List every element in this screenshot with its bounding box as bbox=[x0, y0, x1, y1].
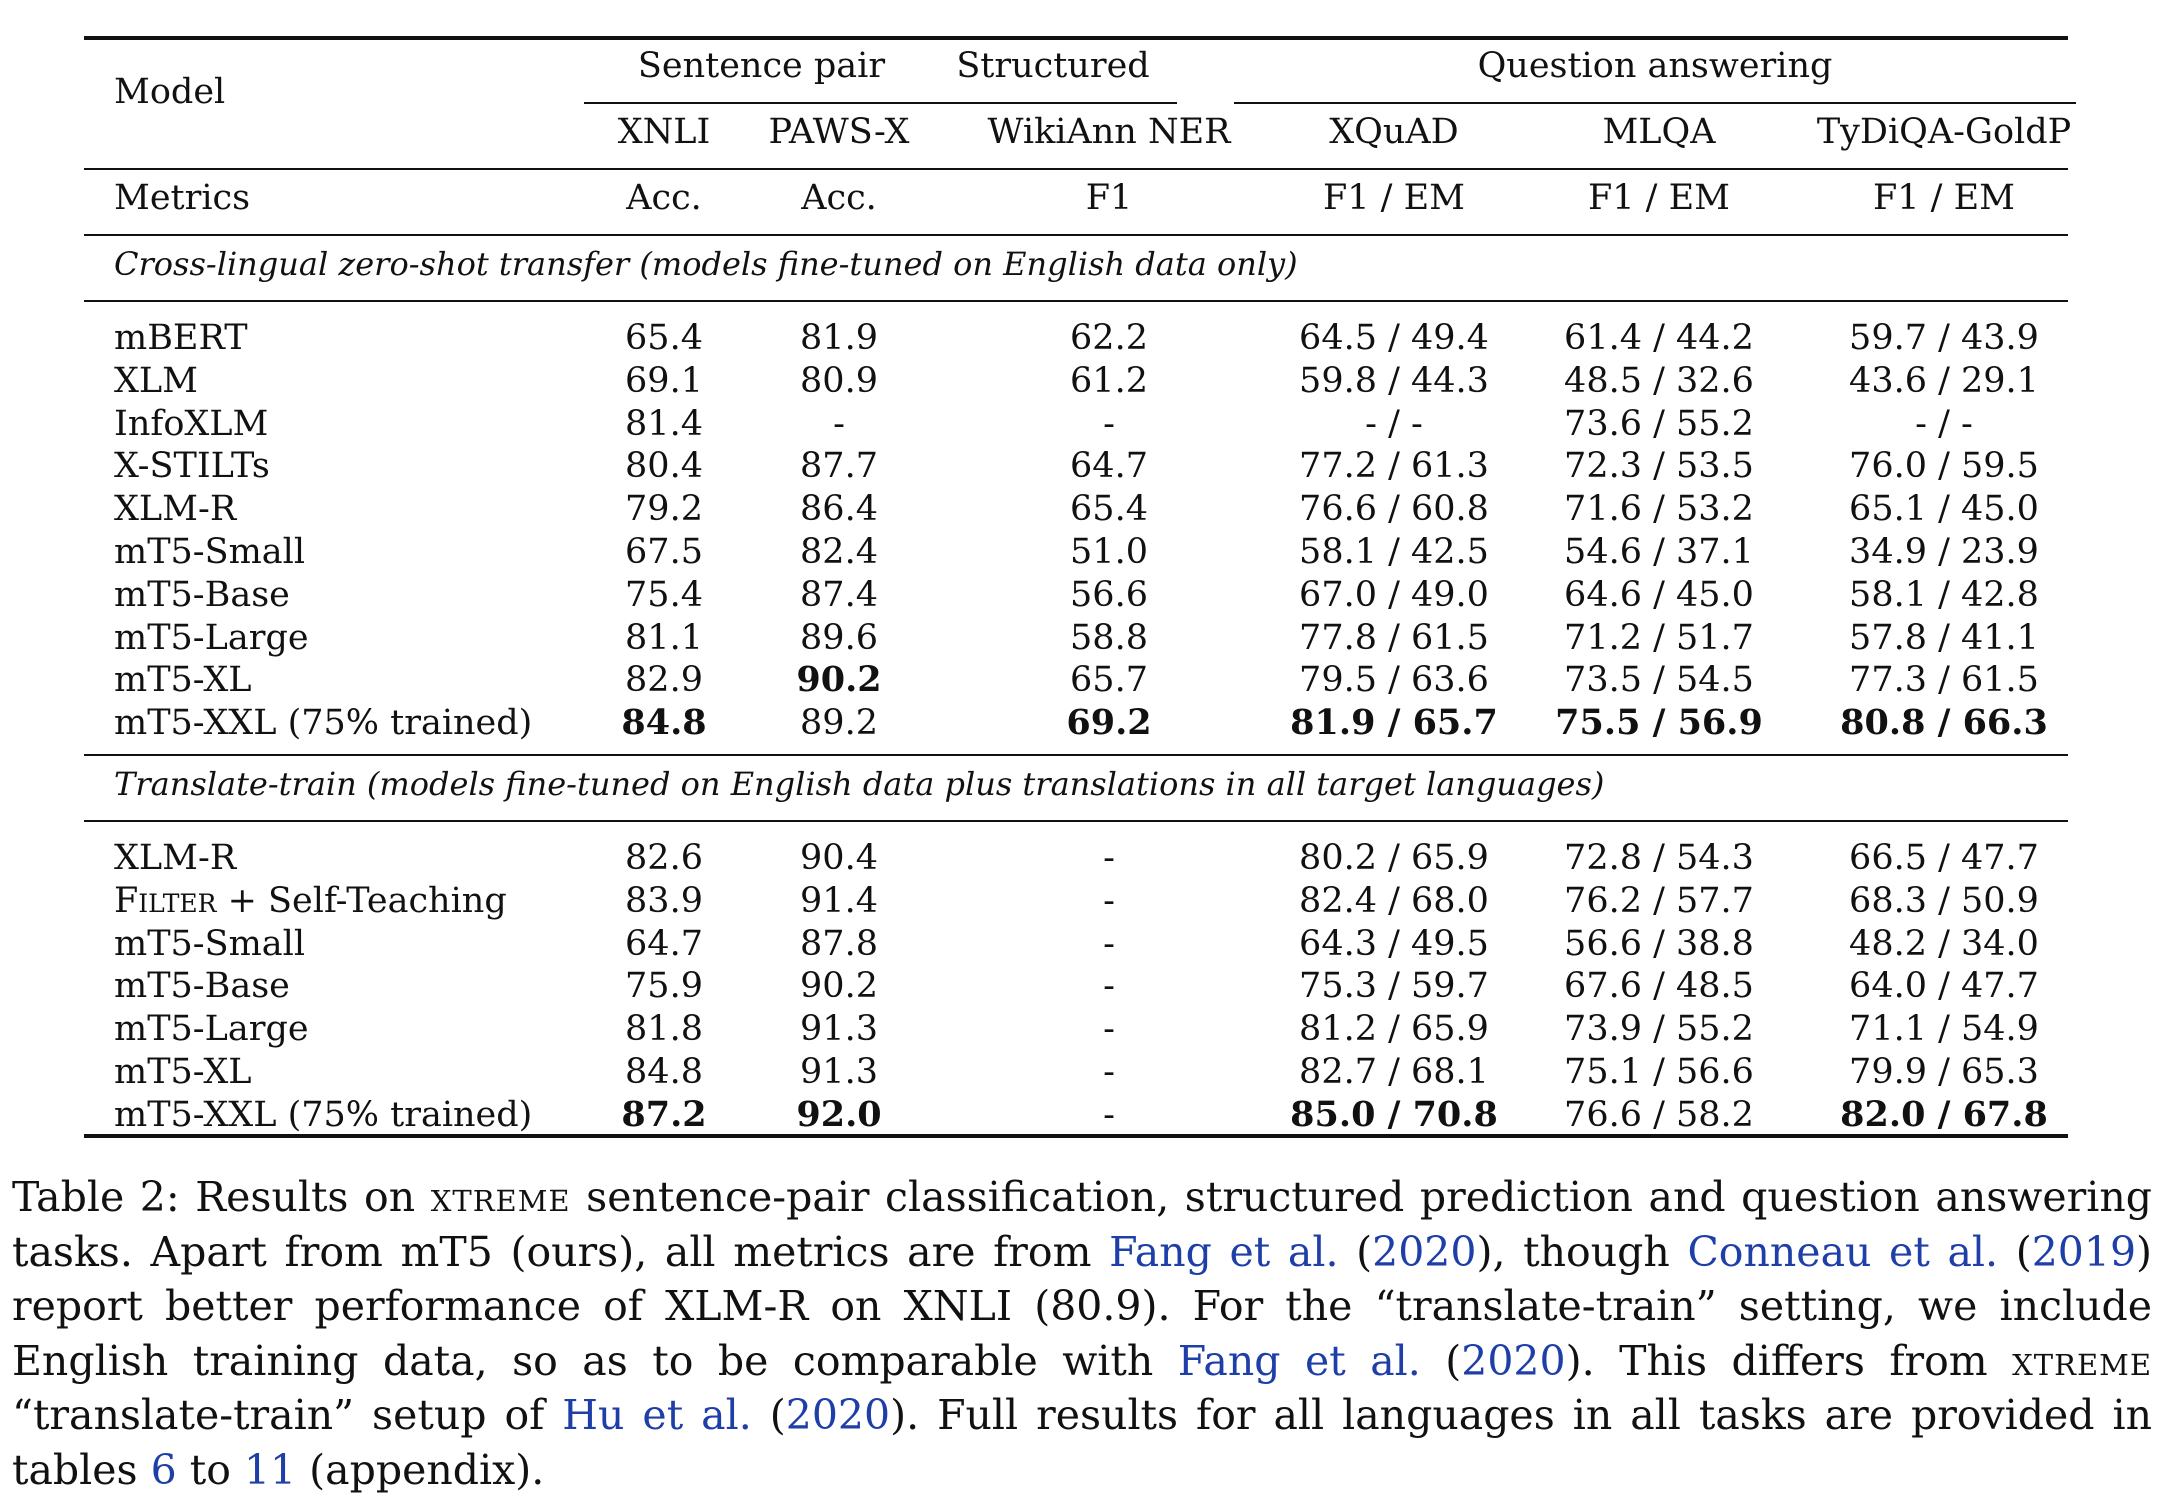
cell-xnli: 84.8 bbox=[625, 1052, 703, 1092]
cell-wikiann: 65.4 bbox=[1070, 489, 1148, 530]
caption-text: “translate-train” setup of bbox=[12, 1391, 563, 1439]
cell-mlqa: 75.1 / 56.6 bbox=[1564, 1052, 1754, 1092]
cell-wikiann: 58.8 bbox=[1070, 617, 1148, 658]
model-name: mT5-XL bbox=[114, 1052, 252, 1092]
cell-pawsx: 91.4 bbox=[800, 880, 878, 921]
cell-pawsx: 80.9 bbox=[800, 360, 878, 401]
metric-xquad: F1 / EM bbox=[1323, 178, 1465, 218]
cell-pawsx: 87.4 bbox=[800, 574, 878, 615]
caption-text: ( bbox=[1998, 1227, 2032, 1276]
section2-rule bbox=[84, 820, 2068, 822]
cell-xnli: 81.8 bbox=[625, 1009, 703, 1050]
cell-mlqa: 76.2 / 57.7 bbox=[1564, 880, 1754, 921]
metric-pawsx: Acc. bbox=[801, 178, 877, 218]
table-ref-link[interactable]: 6 bbox=[150, 1445, 177, 1494]
cell-xnli: 82.9 bbox=[625, 660, 703, 701]
citation-year-link[interactable]: 2019 bbox=[2031, 1227, 2137, 1276]
caption-text: ) report better performance of XLM-R on XNLI (80.9). For the “translate-train” setting, we include English training data, so as to be comparable with bbox=[12, 1227, 2153, 1385]
cell-tydiqa: 80.8 / 66.3 bbox=[1840, 702, 2048, 744]
model-name: mT5-Base bbox=[114, 574, 290, 615]
model-name bbox=[114, 881, 507, 921]
cell-xnli: 79.2 bbox=[625, 489, 703, 530]
cell-pawsx: 91.3 bbox=[800, 1052, 878, 1092]
cell-tydiqa: - / - bbox=[1915, 403, 1973, 444]
cell-xquad: 59.8 / 44.3 bbox=[1299, 360, 1489, 401]
cell-wikiann: 61.2 bbox=[1070, 360, 1148, 401]
cell-xquad: 64.3 / 49.5 bbox=[1299, 923, 1489, 964]
citation-link-fang[interactable]: Fang et al. bbox=[1109, 1227, 1339, 1276]
cell-xquad: 75.3 / 59.7 bbox=[1299, 966, 1489, 1007]
header-model: Model bbox=[114, 72, 226, 112]
caption-xtreme: xtreme bbox=[430, 1173, 571, 1221]
cell-wikiann: 62.2 bbox=[1070, 318, 1148, 358]
cell-mlqa: 61.4 / 44.2 bbox=[1564, 318, 1754, 358]
cell-tydiqa: 34.9 / 23.9 bbox=[1849, 532, 2039, 572]
cell-tydiqa: 57.8 / 41.1 bbox=[1849, 617, 2039, 658]
cell-wikiann: - bbox=[1103, 923, 1115, 964]
metric-tydiqa: F1 / EM bbox=[1873, 178, 2015, 218]
caption-text: to bbox=[176, 1445, 244, 1494]
cell-wikiann: - bbox=[1103, 1052, 1115, 1092]
col-header-tydiqa: TyDiQA-GoldP bbox=[1816, 112, 2072, 152]
col-header-mlqa: MLQA bbox=[1602, 112, 1716, 152]
caption-text: ), though bbox=[1476, 1227, 1688, 1276]
section-title-translate-train: Translate-train (models fine-tuned on English data plus translations in all target languages) bbox=[114, 765, 1605, 803]
citation-link-conneau[interactable]: Conneau et al. bbox=[1687, 1227, 1999, 1276]
model-name-smallcaps: Filter bbox=[114, 880, 217, 921]
section1-rule bbox=[84, 300, 2068, 302]
cell-xnli: 75.9 bbox=[625, 966, 703, 1007]
cell-wikiann: 69.2 bbox=[1066, 702, 1152, 744]
model-name: mT5-XXL (75% trained) bbox=[114, 1094, 533, 1135]
model-name: mT5-Small bbox=[114, 923, 306, 964]
caption-text: sentence-pair classification, structured prediction and question answering tasks. Apart from mT5 (ours), all metrics are from bbox=[12, 1173, 2153, 1276]
cell-tydiqa: 59.7 / 43.9 bbox=[1849, 318, 2039, 358]
cell-mlqa: 75.5 / 56.9 bbox=[1555, 702, 1763, 744]
cell-xnli: 83.9 bbox=[625, 880, 703, 921]
group-structured: Structured bbox=[956, 46, 1150, 86]
cell-xnli: 87.2 bbox=[621, 1093, 707, 1135]
col-header-pawsx: PAWS-X bbox=[768, 112, 910, 152]
cell-mlqa: 72.3 / 53.5 bbox=[1564, 446, 1754, 487]
cell-xnli: 84.8 bbox=[621, 702, 707, 744]
citation-link-hu[interactable]: Hu et al. bbox=[562, 1391, 752, 1439]
cell-xquad: 81.2 / 65.9 bbox=[1299, 1009, 1489, 1050]
model-name: mBERT bbox=[114, 318, 248, 358]
metric-xnli: Acc. bbox=[626, 178, 702, 218]
cell-pawsx: 90.2 bbox=[796, 659, 882, 701]
cell-xnli: 82.6 bbox=[625, 838, 703, 878]
cell-pawsx: 90.4 bbox=[800, 838, 878, 878]
model-name: mT5-Small bbox=[114, 532, 306, 572]
cell-wikiann: 64.7 bbox=[1070, 446, 1148, 487]
caption-text: ( bbox=[751, 1391, 786, 1439]
cell-xquad: - / - bbox=[1365, 403, 1423, 444]
cell-pawsx: 82.4 bbox=[800, 532, 878, 572]
cmidrule-structured bbox=[929, 102, 1177, 104]
cell-xquad: 80.2 / 65.9 bbox=[1299, 838, 1489, 878]
model-name: mT5-Large bbox=[114, 617, 309, 658]
cell-xquad: 82.7 / 68.1 bbox=[1299, 1052, 1489, 1092]
caption-text: ). Full results for all languages in all tasks are provided in tables bbox=[12, 1391, 2153, 1494]
table-caption bbox=[12, 1170, 2152, 1497]
caption-text: Table 2: Results on bbox=[12, 1173, 431, 1221]
cell-xnli: 69.1 bbox=[625, 360, 703, 401]
cell-tydiqa: 64.0 / 47.7 bbox=[1849, 966, 2039, 1007]
cell-xnli: 81.1 bbox=[625, 617, 703, 658]
cell-xnli: 75.4 bbox=[625, 574, 703, 615]
metrics-rule bbox=[84, 234, 2068, 236]
caption-text: ( bbox=[1338, 1227, 1373, 1276]
cell-xquad: 76.6 / 60.8 bbox=[1299, 489, 1489, 530]
cell-pawsx: 91.3 bbox=[800, 1009, 878, 1050]
cell-pawsx: 87.7 bbox=[800, 446, 878, 487]
cell-pawsx: 86.4 bbox=[800, 489, 878, 530]
cell-tydiqa: 71.1 / 54.9 bbox=[1849, 1009, 2039, 1050]
col-header-xquad: XQuAD bbox=[1329, 112, 1459, 152]
section-title-zero-shot: Cross-lingual zero-shot transfer (models fine-tuned on English data only) bbox=[114, 245, 1298, 283]
cell-pawsx: 90.2 bbox=[800, 966, 878, 1007]
cell-wikiann: 65.7 bbox=[1070, 660, 1148, 701]
citation-year-link[interactable]: 2020 bbox=[1372, 1227, 1477, 1276]
cell-xnli: 64.7 bbox=[625, 923, 703, 964]
group-sentence-pair: Sentence pair bbox=[637, 46, 886, 86]
cell-xquad: 79.5 / 63.6 bbox=[1299, 660, 1489, 701]
caption-text: ( bbox=[1420, 1336, 1462, 1385]
cell-tydiqa: 48.2 / 34.0 bbox=[1849, 923, 2039, 964]
citation-link-fang[interactable]: Fang et al. bbox=[1177, 1336, 1421, 1385]
cell-pawsx: 81.9 bbox=[800, 318, 878, 358]
cell-tydiqa: 79.9 / 65.3 bbox=[1849, 1052, 2039, 1092]
cell-xnli: 67.5 bbox=[625, 532, 703, 572]
citation-year-link[interactable]: 2020 bbox=[785, 1391, 891, 1439]
model-name: X-STILTs bbox=[114, 446, 270, 487]
citation-year-link[interactable]: 2020 bbox=[1461, 1336, 1566, 1385]
cell-tydiqa: 68.3 / 50.9 bbox=[1849, 880, 2039, 921]
top-rule bbox=[84, 36, 2068, 40]
cell-xnli: 81.4 bbox=[625, 403, 703, 444]
metrics-label: Metrics bbox=[114, 178, 251, 218]
cell-xquad: 67.0 / 49.0 bbox=[1299, 574, 1489, 615]
cell-mlqa: 73.5 / 54.5 bbox=[1564, 660, 1754, 701]
section1-end-rule bbox=[84, 754, 2068, 756]
cell-pawsx: 89.2 bbox=[800, 703, 878, 744]
cell-wikiann: 51.0 bbox=[1070, 532, 1148, 572]
model-name: mT5-XXL (75% trained) bbox=[114, 703, 533, 744]
model-name: XLM-R bbox=[114, 838, 237, 878]
cell-mlqa: 64.6 / 45.0 bbox=[1564, 574, 1754, 615]
cell-mlqa: 72.8 / 54.3 bbox=[1564, 838, 1754, 878]
metric-mlqa: F1 / EM bbox=[1588, 178, 1730, 218]
cell-mlqa: 76.6 / 58.2 bbox=[1564, 1094, 1754, 1135]
cell-mlqa: 73.9 / 55.2 bbox=[1564, 1009, 1754, 1050]
model-name: mT5-XL bbox=[114, 660, 252, 701]
col-header-wikiann: WikiAnn NER bbox=[987, 112, 1231, 152]
cell-wikiann: - bbox=[1103, 1009, 1115, 1050]
caption-text: (appendix). bbox=[296, 1445, 545, 1494]
cell-pawsx: 89.6 bbox=[800, 617, 878, 658]
cell-wikiann: - bbox=[1103, 880, 1115, 921]
cell-pawsx: 87.8 bbox=[800, 923, 878, 964]
cell-mlqa: 73.6 / 55.2 bbox=[1564, 403, 1754, 444]
cmidrule-sentence-pair bbox=[584, 102, 939, 104]
model-name: XLM bbox=[114, 360, 198, 401]
cell-tydiqa: 76.0 / 59.5 bbox=[1849, 446, 2039, 487]
cell-wikiann: - bbox=[1103, 838, 1115, 878]
cell-xnli: 65.4 bbox=[625, 318, 703, 358]
cell-xnli: 80.4 bbox=[625, 446, 703, 487]
cell-xquad: 82.4 / 68.0 bbox=[1299, 880, 1489, 921]
cell-xquad: 85.0 / 70.8 bbox=[1290, 1093, 1498, 1135]
cell-mlqa: 56.6 / 38.8 bbox=[1564, 923, 1754, 964]
cell-xquad: 58.1 / 42.5 bbox=[1299, 532, 1489, 572]
cell-wikiann: - bbox=[1103, 403, 1115, 444]
cell-pawsx: - bbox=[833, 403, 845, 444]
model-name-rest: + Self-Teaching bbox=[216, 880, 507, 921]
header-rule bbox=[84, 168, 2068, 170]
cell-xquad: 64.5 / 49.4 bbox=[1299, 318, 1489, 358]
cell-tydiqa: 58.1 / 42.8 bbox=[1849, 574, 2039, 615]
cell-tydiqa: 77.3 / 61.5 bbox=[1849, 660, 2039, 701]
cell-xquad: 77.8 / 61.5 bbox=[1299, 617, 1489, 658]
cell-tydiqa: 66.5 / 47.7 bbox=[1849, 838, 2039, 878]
cell-wikiann: - bbox=[1103, 966, 1115, 1007]
cell-mlqa: 48.5 / 32.6 bbox=[1564, 360, 1754, 401]
model-name: XLM-R bbox=[114, 489, 237, 530]
cmidrule-qa bbox=[1234, 102, 2076, 104]
cell-pawsx: 92.0 bbox=[796, 1093, 882, 1135]
cell-wikiann: - bbox=[1103, 1094, 1115, 1135]
table-ref-link[interactable]: 11 bbox=[243, 1445, 297, 1494]
cell-mlqa: 54.6 / 37.1 bbox=[1564, 532, 1754, 572]
col-header-xnli: XNLI bbox=[617, 112, 711, 152]
cell-mlqa: 71.6 / 53.2 bbox=[1564, 489, 1754, 530]
model-name: mT5-Base bbox=[114, 966, 290, 1007]
cell-tydiqa: 82.0 / 67.8 bbox=[1840, 1093, 2048, 1135]
model-name: mT5-Large bbox=[114, 1009, 309, 1050]
caption-text: ). This differs from bbox=[1565, 1336, 2013, 1385]
cell-tydiqa: 65.1 / 45.0 bbox=[1849, 489, 2039, 530]
caption-xtreme: xtreme bbox=[2012, 1336, 2153, 1385]
cell-tydiqa: 43.6 / 29.1 bbox=[1849, 360, 2039, 401]
cell-xquad: 81.9 / 65.7 bbox=[1290, 702, 1498, 744]
model-name: InfoXLM bbox=[114, 403, 269, 444]
cell-wikiann: 56.6 bbox=[1070, 574, 1148, 615]
group-qa: Question answering bbox=[1477, 46, 1833, 86]
cell-xquad: 77.2 / 61.3 bbox=[1299, 446, 1489, 487]
cell-mlqa: 71.2 / 51.7 bbox=[1564, 617, 1754, 658]
metric-wikiann: F1 bbox=[1085, 178, 1133, 218]
cell-mlqa: 67.6 / 48.5 bbox=[1564, 966, 1754, 1007]
